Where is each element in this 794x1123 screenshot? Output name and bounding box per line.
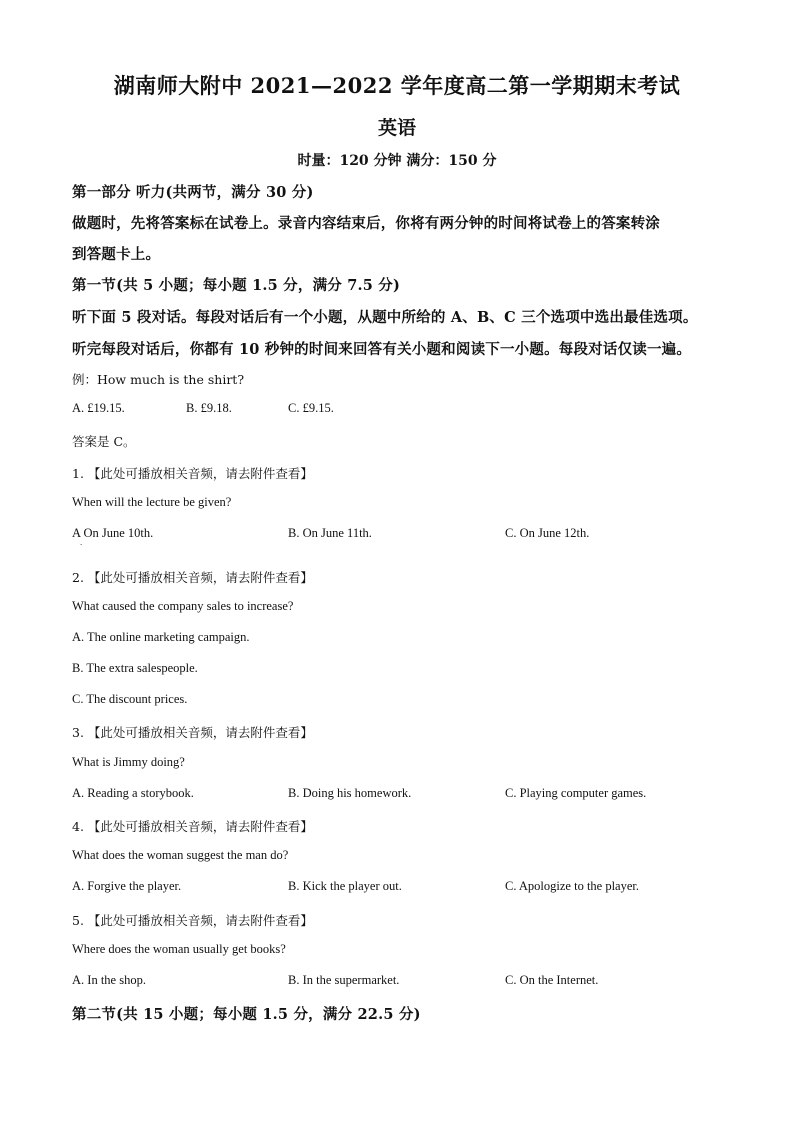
q1-option-b: B. On June 11th. [288,526,372,540]
exam-title: 湖南师大附中 2021—2022 学年度高二第一学期期末考试 [113,73,681,98]
exam-time-info: 时量：120 分钟 满分：150 分 [297,153,497,169]
q3-option-b: B. Doing his homework. [288,786,412,800]
q1-question: When will the lecture be given? [72,495,232,509]
section2-heading: 第二节(共 15 小题；每小题 1.5 分，满分 22.5 分) [72,1006,421,1023]
section1-instruction-line2: 听完每段对话后，你都有 10 秒钟的时间来回答有关小题和阅读下一小题。每段对话仅读一遍。 [72,341,692,358]
q2-audio-note: 2. 【此处可播放相关音频，请去附件查看】 [72,570,313,585]
exam-subject: 英语 [377,117,416,139]
q1-option-a: A On June 10th. [72,526,154,540]
q2-option-a: A. The online marketing campaign. [72,630,250,644]
q4-option-b: B. Kick the player out. [288,879,402,893]
part1-heading: 第一部分 听力(共两节，满分 30 分) [72,184,314,201]
section1-heading: 第一节(共 5 小题；每小题 1.5 分，满分 7.5 分) [72,277,401,294]
q5-option-a: A. In the shop. [72,973,146,987]
q4-audio-note: 4. 【此处可播放相关音频，请去附件查看】 [72,819,313,834]
section1-instruction-line1: 听下面 5 段对话。每段对话后有一个小题，从题中所给的 A、B、C 三个选项中选出最佳选项。 [72,309,698,326]
q1-dot-mark: · [80,541,83,549]
example-answer: 答案是 C。 [72,434,136,449]
q1-audio-note: 1. 【此处可播放相关音频，请去附件查看】 [72,466,313,481]
q3-option-c: C. Playing computer games. [505,786,647,800]
example-option-b: B. £9.18. [186,401,232,415]
q5-option-b: B. In the supermarket. [288,973,400,987]
q2-option-c: C. The discount prices. [72,692,188,706]
q3-question: What is Jimmy doing? [72,755,185,769]
part1-instruction-line1: 做题时，先将答案标在试卷上。录音内容结束后，你将有两分钟的时间将试卷上的答案转涂 [72,215,660,232]
q2-option-b: B. The extra salespeople. [72,661,198,675]
q3-audio-note: 3. 【此处可播放相关音频，请去附件查看】 [72,725,313,740]
example-option-a: A. £19.15. [72,401,125,415]
q4-question: What does the woman suggest the man do? [72,848,289,862]
example-prompt: 例：How much is the shirt? [72,372,245,387]
q3-option-a: A. Reading a storybook. [72,786,194,800]
q5-audio-note: 5. 【此处可播放相关音频，请去附件查看】 [72,913,313,928]
example-option-c: C. £9.15. [288,401,334,415]
q2-question: What caused the company sales to increase? [72,599,294,613]
part1-instruction-line2: 到答题卡上。 [72,246,161,263]
q4-option-a: A. Forgive the player. [72,879,182,893]
q1-option-c: C. On June 12th. [505,526,590,540]
q5-option-c: C. On the Internet. [505,973,599,987]
q5-question: Where does the woman usually get books? [72,942,286,956]
q4-option-c: C. Apologize to the player. [505,879,640,893]
